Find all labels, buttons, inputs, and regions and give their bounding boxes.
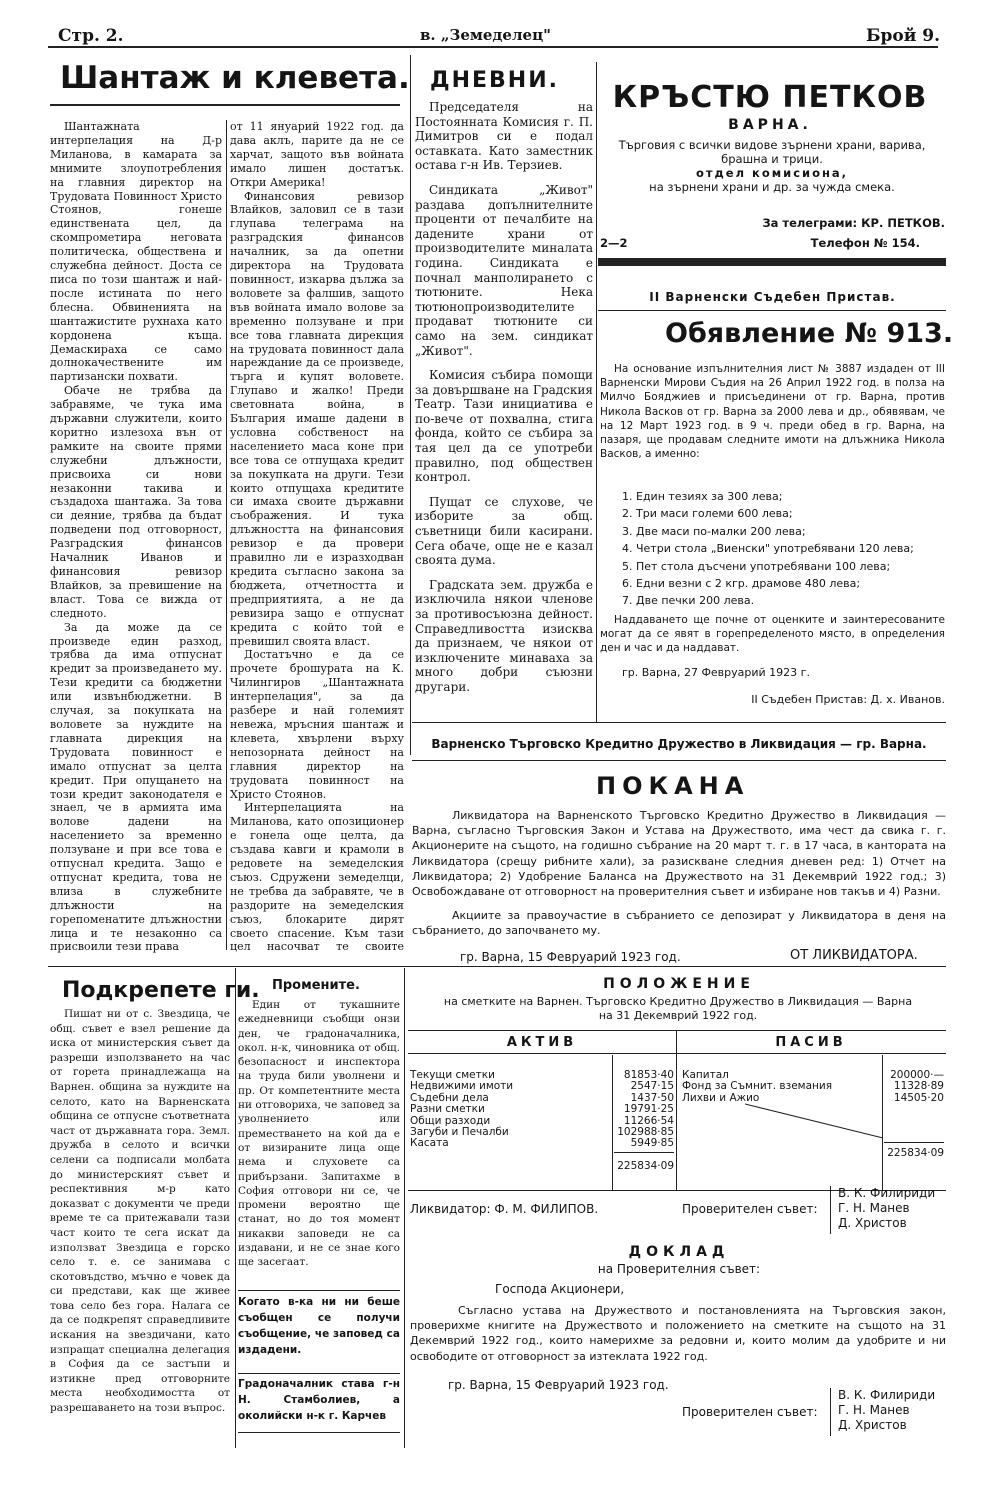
pasiv-strike-line	[745, 1102, 885, 1142]
aktiv-value: 1437·50	[630, 1091, 674, 1104]
news-item: Градската зем. дружба е изключила някои членове за противосъюзна дейност. Справедливостта изисква да признаем, че някои от изключените минаваха за много добри съюзни другари.	[415, 577, 593, 694]
aktiv-value: 19791·25	[623, 1103, 674, 1116]
doklad-title: ДОКЛАД	[628, 1244, 730, 1260]
doklad-date: гр. Варна, 15 Февруарий 1923 год.	[448, 1378, 669, 1392]
pokana-body2	[412, 908, 946, 940]
notice-date: гр. Варна, 27 Февруарий 1923 г.	[622, 666, 810, 679]
paragraph: Един от тукашните ежедневници съобщи онзи ден, че градоначалника, окол. н-к, чиновника от общ. безопасност и инспектора на труда били уволнени и пр. От компетентните места ни отговориха, че заповед за уволнението или преместването на кой да е от визираните лица още нема и слуховете са прибързани. Запитахме в София отговори ни се, че промени вероятно ще станат, но до тоя момент никакви заповеди не са издавани, и не се знае кого ще засегаат.	[238, 999, 400, 1269]
aktiv-label: Касата	[410, 1137, 449, 1150]
paragraph: Шантажната интерпелация на Д-р Миланова, в камарата за мнимите злоупотребления на главния директор на Трудовата Повинност Христо Стоянов, гонеше единствената цел, да скомпрометира неговата политическа, обществена и служебна дейност. Доста се писа по този шантаж и най-после истината по него блесна. Обвиненията на шантажистите рухнаха като кордонена къща. Демаскираха се само долнокачествените им партизански похвати.	[50, 120, 222, 384]
notice-intro	[600, 362, 945, 477]
paragraph: Интерпелацията на Миланова, като опозиционер е гонела още целта, да създава кавги и крамоли в редовете на земеделския съюз. Сдружени земеделци, не требва да забравяте, че в раздорите на земеделския съюз, блокарите дирят своето спасение. Към тази цел насочват те своите	[230, 801, 404, 954]
notice-items	[622, 488, 947, 610]
paragraph: Наддаването ще почне от оценките и заинтересованите могат да се явят в горепределеното място, в определения ден и час и да наддават.	[600, 614, 945, 655]
aktiv-value: 5949·85	[630, 1137, 674, 1150]
aktiv-row	[410, 1104, 674, 1115]
paragraph: Финансовия ревизор Влайков, заловил се в тази глупава телеграма на разградския финансов началник, за да опетни директора на Трудовата повинност, изкарва дължа за воловете за фалшив, защото във войната имало волове за временно ползуване и при все това главната дирекция на трудовата повинност дала нареждание да се произведе, търга и купят воловете. Глупаво и жалко! Преди световната война, в България имаше дадени в условна собственост на населението маса коне при все това се отпущаха кредит за покупката на други. Тези които отпущаха кредитите си имаха своите държавни съображения. И тука длъжността на финансовия ревизор е да провери правилно ли е изразходван кредита съгласно закона за бюджета, отчетността и предприятията, а не да ревизира защо е отпуснат кредита с който той е превишил своята власт.	[230, 189, 404, 648]
pasiv-label: Фонд за Съмнит. вземания	[682, 1080, 833, 1093]
pasiv-label: Капитал	[682, 1069, 729, 1081]
aktiv-total: 225834·09	[617, 1160, 674, 1172]
notice-signature: II Съдебен Пристав: Д. х. Иванов.	[751, 693, 945, 706]
notice-outro	[600, 613, 945, 658]
notice-item: 7. Две печки 200 лева.	[622, 594, 755, 608]
title-rule	[50, 104, 400, 106]
notice-title: Обявление № 913.	[665, 318, 954, 349]
council-member: Д. Христов	[838, 1418, 907, 1432]
notice-item: 4. Четри стола „Виенски" употребявани 120 лева;	[622, 542, 914, 556]
news-item: Синдиката „Живот" раздава допълнителните проценти от печалбите на дадените храни от производителите миналата година. Синдиката е почнал манполирането с тютюните. Нека тютюнопроизводителите продават тютюните си само на зем. синдикат „Живот".	[415, 182, 593, 358]
council-member: Д. Христов	[838, 1216, 907, 1230]
paragraph: Акциите за правоучастие в събранието се депозират у Ликвидатора в деня на събранието, до започването му.	[412, 909, 946, 938]
header-rule	[48, 46, 938, 48]
notice-item: 1. Един тезиях за 300 лева;	[622, 490, 783, 503]
newspaper-name: в. „Земеделец"	[420, 26, 551, 44]
balance-subtitle-line: на сметките на Варнен. Търговско Кредитно Дружество в Ликвидация — Варна	[443, 995, 913, 1008]
pokana-title: ПОКАНА	[596, 772, 750, 800]
council-member: Г. Н. Манев	[838, 1201, 910, 1215]
paragraph: Достатъчно е да се прочете брошурата на К. Чилингиров „Шантажната интерпелация", за да разбере и най големият невежа, мръсния шантаж и клевета, хвърлени върху непозорната дейност на главния директор на трудовата повинност на Христо Стоянов.	[230, 648, 404, 801]
pasiv-total-rule	[884, 1142, 944, 1143]
aktiv-value: 11266·54	[623, 1114, 674, 1127]
col-divider-3	[235, 968, 236, 1448]
promenite-note2	[238, 1376, 400, 1432]
paragraph: Ликвидатора на Варненското Търговско Кредитно Дружество в Ликвидация — Варна, съгласно Търговския Закон и Устава на Дружеството, има чест да свика г. г. Акционерите на същото, на годишно събрание на 20 март т. г. в 17 часа, в кантората на Ликвидатора (срещу рибните хали), за разискване следния дневен ред: 1) Отчет на Ликвидатора; 2) Удобрение Баланса на Дружеството на 31 Декемврий 1922 год.; 3) Освобождаване от отговорност на проверителния съвет и избиране нов такъв и 4) Разни.	[412, 809, 946, 899]
aktiv-header: АКТИВ	[506, 1035, 578, 1050]
issue-number: Брой 9.	[866, 26, 941, 46]
aktiv-row	[410, 1138, 674, 1149]
pasiv-list	[682, 1070, 944, 1104]
doklad-greeting: Господа Акционери,	[495, 1282, 625, 1296]
pasiv-header: ПАСИВ	[775, 1035, 847, 1050]
pokana-rule	[412, 760, 946, 761]
pokana-body	[412, 808, 946, 904]
ad-telegram: За телеграми: КР. ПЕТКОВ.	[762, 216, 945, 230]
ad-line: Търговия с всички видове зърнени храни, варива, брашна и трици.	[618, 138, 926, 166]
section-rule	[48, 966, 946, 967]
ad-bottom-bar	[598, 258, 946, 266]
ad-body	[602, 138, 942, 194]
aktiv-label: Разни сметки	[410, 1103, 485, 1116]
col-divider-4	[404, 968, 405, 1448]
council-member: Г. Н. Манев	[838, 1403, 910, 1417]
paragraph: Съгласно устава на Дружеството и постановленията на Търговския закон, проверихме книгите на Дружеството и положението на сметките на същото на 31 Декемврий 1922 год., които намерихме за редовни и, които молим да удобрите и ни освободите от отговорност за изтеклата 1922 год.	[410, 1304, 946, 1363]
promenite-note1	[238, 1294, 400, 1372]
balance-table-top	[408, 1030, 946, 1031]
section-title-dnevni: ДНЕВНИ.	[430, 68, 559, 93]
page-number: Стр. 2.	[58, 26, 124, 46]
ad-phone: Телефон № 154.	[810, 236, 920, 250]
balance-header-rule	[408, 1053, 946, 1054]
aktiv-value: 81853·40	[623, 1069, 674, 1081]
doklad-council-brace	[830, 1388, 832, 1436]
aktiv-label: Общи разходи	[410, 1114, 491, 1127]
pasiv-label: Лихви и Ажио	[682, 1091, 760, 1104]
notice-item: 5. Пет стола дъсчени употребявани 100 лева;	[622, 559, 891, 573]
aktiv-label: Съдебни дела	[410, 1091, 489, 1104]
balance-title: ПОЛОЖЕНИЕ	[603, 976, 755, 992]
pasiv-total: 225834·09	[887, 1147, 944, 1159]
doklad-council-label: Проверителен съвет:	[682, 1405, 818, 1419]
col-divider-2	[410, 55, 411, 755]
paragraph: от 11 януарий 1922 год. да дава аклъ, парите да не се харчат, защото във войната имало лишен достатък. Откри Америка!	[230, 120, 404, 189]
aktiv-label: Загуби и Печалби	[410, 1126, 509, 1139]
news-item: Комисия събира помощи за довършване на Градския Театр. Тази инициатива е по-вече от похвална, стига фонда, който се събира за тая цел да се употреби правилно, под обществен контрол.	[415, 368, 593, 485]
notice-item: 2. Три маси големи 600 лева;	[622, 507, 793, 521]
article-title-promenite: Промените.	[272, 978, 360, 993]
ad-company-name: КРЪСТЮ ПЕТКОВ	[612, 80, 928, 115]
council-brace	[830, 1186, 832, 1234]
doklad-body	[410, 1303, 946, 1365]
article-title-shantazh: Шантаж и клевета.	[60, 60, 410, 96]
council-member: В. К. Филириди	[838, 1186, 936, 1200]
doklad-subtitle: на Проверителния съвет:	[597, 1262, 761, 1276]
ad-line: отдел комисиона,	[695, 166, 849, 180]
notice-item: 3. Две маси по-малки 200 лева;	[622, 524, 806, 538]
paragraph: Когато в-ка ни ни беше съобщен се получи съобщение, че заповед са издадени.	[238, 1296, 400, 1356]
notice-item: 6. Едни везни с 2 кгр. драмове 480 лева;	[622, 577, 861, 591]
paragraph: Пишат ни от с. Звездица, че общ. съвет е взел решение да иска от министерския съвет да разреши използването на час от горета принадлежаща на Варнен. община за нуждите на селото, като на Варненската община се отпусне съответната част от държавната гора. Земл. дружба в селото и всички селени са подписали молбата до министерският съвет и респективния м-р като доказват с документи че преди време те са притежавали тази част които те сега искат да използват Звездица е горско село т. е. се занимава с скотовъдство, мъчно е човек да си представи, как ще живее това село без гора. Налага се да се подкрепят справедливите искания на звездичани, като изпращат специална делегация в София да се застъпи и изтикне пред отговорните места необходимостта от разрешаването на този въпрос.	[50, 1008, 230, 1415]
paragraph: На основание изпълнителния лист № 3887 издаден от III Варненски Мирови Съдия на 26 Април 1922 год. в полза на Милчо Бояджиев и присъединени от гр. Варна, против Никола Васков от гр. Варна за 2000 лева и др., обявявам, че на 12 Март 1923 год. в 9 ч. преди обед в гр. Варна, на пазаря, ще продавам следните имоти на длъжника Никола Васков, а именно:	[600, 363, 945, 461]
ad-line: на зърнени храни и др. за чужда смека.	[649, 180, 895, 194]
balance-subtitle	[408, 995, 948, 1022]
article-title-podkrepete: Подкрепете ги.	[62, 978, 260, 1003]
council-members	[838, 1186, 935, 1231]
council-label: Проверителен съвет:	[682, 1202, 818, 1216]
aktiv-list	[410, 1070, 674, 1150]
promenite-rule-3	[238, 1432, 400, 1433]
article-shantazh-col1	[50, 120, 222, 955]
aktiv-value: 2547·15	[630, 1080, 674, 1093]
article-podkrepete	[50, 1007, 230, 1447]
section-dnevni	[415, 100, 593, 720]
paragraph	[50, 954, 222, 955]
pasiv-value: 200000·—	[890, 1069, 944, 1081]
paragraph: За да може да се произведе един разход, трябва да има отпуснат кредит за произведането му. Тези кредити са бюджетни или извънбюджетни. В случая, за покупката на воловете за нуждите на главната дирекция на Трудовата повинност е имало отпуснат за целта кредит. При опущането на този кредит законодателя е знаел, че в армията има волове дадени на населението за временно ползуване и при все това е отпуснал кредита. Защо е отпуснат кредита, това не влиза в служебните длъжности на горепоменатите длъжностни лица и те незаконно са присвоили тези права	[50, 620, 222, 954]
aktiv-label: Текущи сметки	[410, 1069, 495, 1081]
notice-rule	[598, 310, 946, 311]
pokana-signature: ОТ ЛИКВИДАТОРА.	[790, 948, 918, 963]
aktiv-total-rule	[614, 1152, 674, 1153]
promenite-rule	[238, 1290, 400, 1291]
article-promenite	[238, 998, 400, 1286]
aktiv-label: Недвижими имоти	[410, 1080, 514, 1093]
col-divider-5	[596, 62, 597, 722]
ad-city: ВАРНА.	[728, 117, 812, 133]
article-shantazh-col2	[230, 120, 404, 955]
col-divider-1	[226, 120, 227, 950]
balance-subtitle-line: на 31 Декемврий 1922 год.	[598, 1008, 758, 1022]
doklad-council-members	[838, 1388, 935, 1433]
notice-office: II Варненски Съдебен Пристав.	[649, 290, 896, 304]
aktiv-value: 102988·85	[617, 1126, 674, 1139]
news-item: Председателя на Постоянната Комисия г. П. Димитров си е подал оставката. Като заместник остава г-н Ив. Терзиев.	[415, 100, 593, 173]
pasiv-value: 11328·89	[893, 1080, 944, 1093]
ad-mark: 2—2	[600, 236, 628, 250]
paragraph: Градоначалник става г-н Н. Стамболиев, а околийски н-к г. Карчев	[238, 1378, 400, 1422]
council-member: В. К. Филириди	[838, 1388, 936, 1402]
pokana-org: Варненско Търговско Кредитно Дружество в Ликвидация — гр. Варна.	[431, 737, 927, 751]
pokana-top-rule	[412, 722, 946, 723]
news-item: Пущат се слухове, че изборите за общ. съветници били касирани. Сега обаче, още не е казал своята дума.	[415, 494, 593, 568]
paragraph: Обаче не трябва да забравяме, че тука има държавни служители, които коритно излезоха вън от рамките на своите прями служебни длъжности, присвоиха си нови незаконни такива и създадоха шантажа. За това си деяние, трябва да бъдат подведени под отговорност, Разградския финансов Началник Иванов и финансовия ревизор Влайков, за превишение на власт. Това се вижда от следното.	[50, 384, 222, 620]
promenite-rule-2	[238, 1373, 400, 1374]
pasiv-value: 14505·20	[893, 1091, 944, 1104]
pokana-date: гр. Варна, 15 Февруарий 1923 год.	[460, 950, 681, 964]
liquidator: Ликвидатор: Ф. М. ФИЛИПОВ.	[410, 1202, 599, 1216]
balance-divider	[676, 1030, 677, 1190]
